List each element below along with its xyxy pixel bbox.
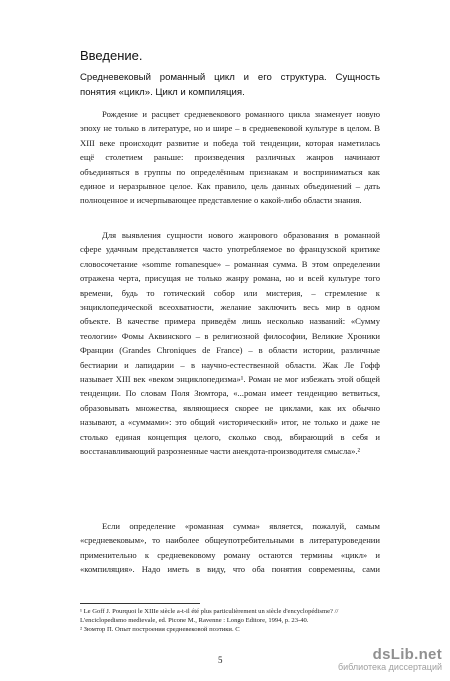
page-number: 5 [218,655,223,665]
text-line: столько единая концепция целого, сколько свод, вбирающий в себя и [80,431,380,442]
text-line: «средневековым», то наиболее общеупотребительными в литературоведении [80,535,380,546]
text-line: теологии» Фомы Аквинского – в религиозной философии, Великие Хроники [80,330,380,341]
text-line: ещё столетием раньше: произведения различных жанров начинают [80,152,380,163]
text-line: сфере удачным представляется часто употребляемое во французской критике [80,244,380,255]
section-subheading: Средневековый романный цикл и его структура. Сущность понятия «цикл». Цикл и компиляция. [80,72,380,98]
watermark-subtitle: библиотека диссертаций [337,662,442,672]
text-line: единое и неразрывное целое. Как правило, цель данных объединений – дать [80,181,380,192]
text-line: Франции (Grandes Chroniques de France) – в области истории, различные [80,345,380,356]
paragraph-2 [80,228,380,459]
text-line: бестиарии и лапидарии – в научно-естественной области. Жак Ле Гофф [80,359,380,370]
footnote-1-continuation: L'enciclopedismo medievale, ed. Picone M., Ravenne : Longo Editore, 1994, p. 23-40. [80,617,309,624]
text-line: времени, будь то готический собор или мистерия, – стремление к [80,287,380,298]
paragraph-1 [80,107,380,208]
text-line: Если определение «романная сумма» является, пожалуй, самым [102,521,380,531]
footnote-2: ² Зюмтор П. Опыт построения средневековой поэтики. С [80,626,240,633]
text-line: называют, а «суммами»: это общий «исторический» итог, не только и даже не [80,417,380,428]
text-line: Рождение и расцвет средневекового романного цикла знаменует новую [102,109,380,119]
text-line: энциклопедической всеохватности, желание заключить весь мир в одном [80,302,380,313]
footnote-divider [80,603,200,604]
text-line: называет XIII век «веком энциклопедизма»¹. Роман не мог избежать этой общей [80,374,380,385]
paragraph-3 [80,519,380,577]
text-line: эпоху не только в литературе, но и шире – в средневековой культуре в целом. В [80,123,380,134]
text-line: «компиляция». Надо иметь в виду, что оба понятия современны, сами [80,564,380,575]
text-line: восстанавливающий разрозненные части анекдота-производителя смысла».² [80,446,361,457]
text-line: полноценное и исчерпывающее представление о какой-либо области знания. [80,195,362,206]
text-line: словосочетание «somme romanesque» – романная сумма. В этом определении [80,258,380,269]
footnote-1: ¹ Le Goff J. Pourquoi le XIIIe siècle a-t-il été plus particulièrement un siècle d'encyclopédisme? // [80,608,339,615]
text-line: объединяться в группы по определённым признакам и восприниматься как [80,166,380,177]
text-line: XIII веке происходит развитие и победа той тенденции, которая наметилась [80,137,380,148]
section-heading: Введение. [80,48,143,63]
text-line: объекте. В качестве примера приведём лишь несколько названий: «Сумму [80,316,380,327]
site-watermark [302,646,442,672]
text-line: отражена черта, присущая не только жанру романа, но и всей культуре того [80,273,380,284]
footnotes [80,607,380,634]
text-line: Для выявления сущности нового жанрового образования в романной [102,230,380,240]
text-line: образовывать множества, являющиеся скорее не циклами, как их обычно [80,402,380,413]
text-line: тенденции. По словам Поля Зюмтора, «...роман имеет тенденцию ветвиться, [80,388,380,399]
text-line: применительно к средневековому роману остаются термины «цикл» и [80,549,380,560]
watermark-logo: dsLib.net [372,646,442,663]
